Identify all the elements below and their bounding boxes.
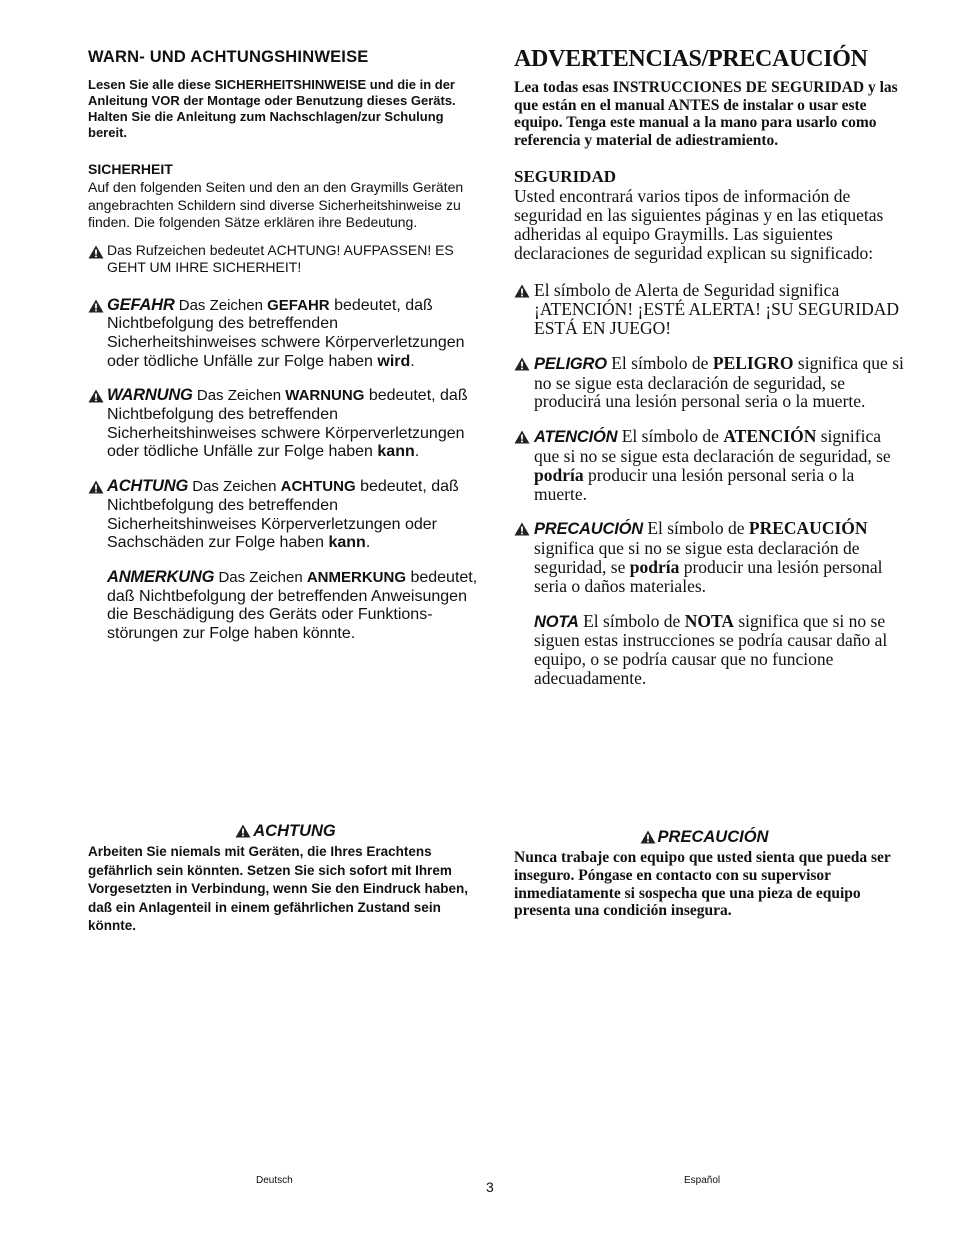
warning-triangle-icon [235,824,251,838]
warning-triangle-icon [514,357,530,371]
german-achtung-item: ACHTUNG Das Zeichen ACHTUNG bedeutet, daß Nichtbefolgung des betreffenden Sicherheitshinweises Körperverletzungen oder Sachschäden zur Folge haben kann. [88,477,483,553]
peligro-keyword: PELIGRO [534,354,607,373]
warning-triangle-icon [514,284,530,298]
german-anmerkung-item: ANMERKUNG Das Zeichen ANMERKUNG bedeutet, daß Nichtbefolgung der betreffenden Anweisungen die Beschädigung des Geräts oder Funktions-störungen zur Folge haben könnte. [107,567,478,643]
spanish-precaucion-item: PRECAUCIÓN El símbolo de PRECAUCIÓN significa que si no se sigue esta declaración de seguridad, se podría producir una lesión personal seria o daños materiales. [514,519,904,595]
spanish-intro: Lea todas esas INSTRUCCIONES DE SEGURIDAD y las que están en el manual ANTES de instalar o usar este equipo. Tenga este manual a la mano para usarlo como referencia y material de adiestramiento. [514,79,898,149]
german-alert-symbol-item [88,242,483,277]
warning-triangle-icon [88,389,104,403]
spanish-box-text: Nunca trabaje con equipo que usted sienta que pueda ser inseguro. Póngase en contacto con su supervisor inmediatamente si sospecha que una pieza de equipo presenta una condición insegura. [514,849,891,920]
footer-language-spanish: Español [684,1175,721,1186]
gefahr-keyword: GEFAHR [107,295,175,314]
spanish-box-heading-row [514,828,894,847]
german-column [88,48,483,659]
spanish-column [514,46,904,704]
german-box-heading-row [88,822,483,841]
footer-language-german: Deutsch [256,1175,293,1186]
german-title: WARN- UND ACHTUNGSHINWEISE [88,48,369,66]
german-safety-text: Auf den folgenden Seiten und den an den Graymills Geräten angebrachten Schildern sind diverse Sicherheitshinweise zu finden. Die folgenden Sätze erklären ihre Bedeutung. [88,179,464,230]
warnung-keyword: WARNUNG [107,386,193,405]
spanish-safety-heading: SEGURIDAD [514,167,617,187]
warning-triangle-icon [640,830,656,844]
warning-triangle-icon [88,245,104,259]
german-intro: Lesen Sie alle diese SICHERHEITSHINWEISE und die in der Anleitung VOR der Montage oder Benutzung dieses Geräts. Halten Sie die Anleitung zum Nachschlagen/zur Schulung bereit. [88,77,456,140]
precaucion-keyword: PRECAUCIÓN [534,520,643,539]
warning-triangle-icon [514,430,530,444]
spanish-atencion-item: ATENCIÓN El símbolo de ATENCIÓN significa que si no se sigue esta declaración de seguridad, se podría producir una lesión personal seria o la muerte. [514,427,904,503]
german-safety-heading: SICHERHEIT [88,161,173,177]
atencion-keyword: ATENCIÓN [534,428,618,447]
spanish-alert-text: El símbolo de Alerta de Seguridad significa ¡ATENCIÓN! ¡ESTÉ ALERTA! ¡SU SEGURIDAD ESTÁ EN JUEGO! [534,280,900,338]
nota-keyword: NOTA [534,612,579,631]
spanish-box-heading: PRECAUCIÓN [657,828,769,846]
german-alert-text: Das Rufzeichen bedeutet ACHTUNG! AUFPASSEN! ES GEHT UM IHRE SICHERHEIT! [107,241,454,275]
german-box-heading: ACHTUNG [253,822,336,840]
anmerkung-keyword: ANMERKUNG [107,567,215,586]
spanish-alert-symbol-item [514,281,904,337]
spanish-peligro-item: PELIGRO El símbolo de PELIGRO significa que si no se sigue esta declaración de seguridad, se producirá una lesión personal seria o la muerte. [514,354,904,411]
warning-triangle-icon [88,299,104,313]
achtung-keyword: ACHTUNG [107,477,189,496]
warning-triangle-icon [514,522,530,536]
warning-triangle-icon [88,480,104,494]
spanish-safety-text: Usted encontrará varios tipos de información de seguridad en las siguientes páginas y en las etiquetas adheridas al equipo Graymills. Las siguientes declaraciones de seguridad explican su significado: [514,186,884,264]
spanish-nota-item: NOTA El símbolo de NOTA significa que si no se siguen estas instrucciones se podría causar daño al equipo, o se podría causar que no funcione adecuadamente. [534,610,888,688]
german-gefahr-item: GEFAHR Das Zeichen GEFAHR bedeutet, daß Nichtbefolgung des betreffenden Sicherheitshinweises schwere Körperverletzungen oder tödliche Unfälle zur Folge haben wird. [88,296,483,372]
german-caution-box [88,822,483,936]
german-warnung-item: WARNUNG Das Zeichen WARNUNG bedeutet, daß Nichtbefolgung des betreffenden Sicherheitshinweises schwere Körperverletzungen oder tödliche Unfälle zur Folge haben kann. [88,386,483,462]
german-box-text: Arbeiten Sie niemals mit Geräten, die Ihres Erachtens gefährlich sein könnten. Setzen Sie sich sofort mit Ihrem Vorgesetzten in Verbindung, wenn Sie den Eindruck haben, daß ein Anlagenteil in einem gefährlichen Zustand sein könnte. [88,844,469,933]
page-number: 3 [486,1179,494,1195]
spanish-caution-box [514,828,894,920]
spanish-title: ADVERTENCIAS/PRECAUCIÓN [514,46,868,72]
